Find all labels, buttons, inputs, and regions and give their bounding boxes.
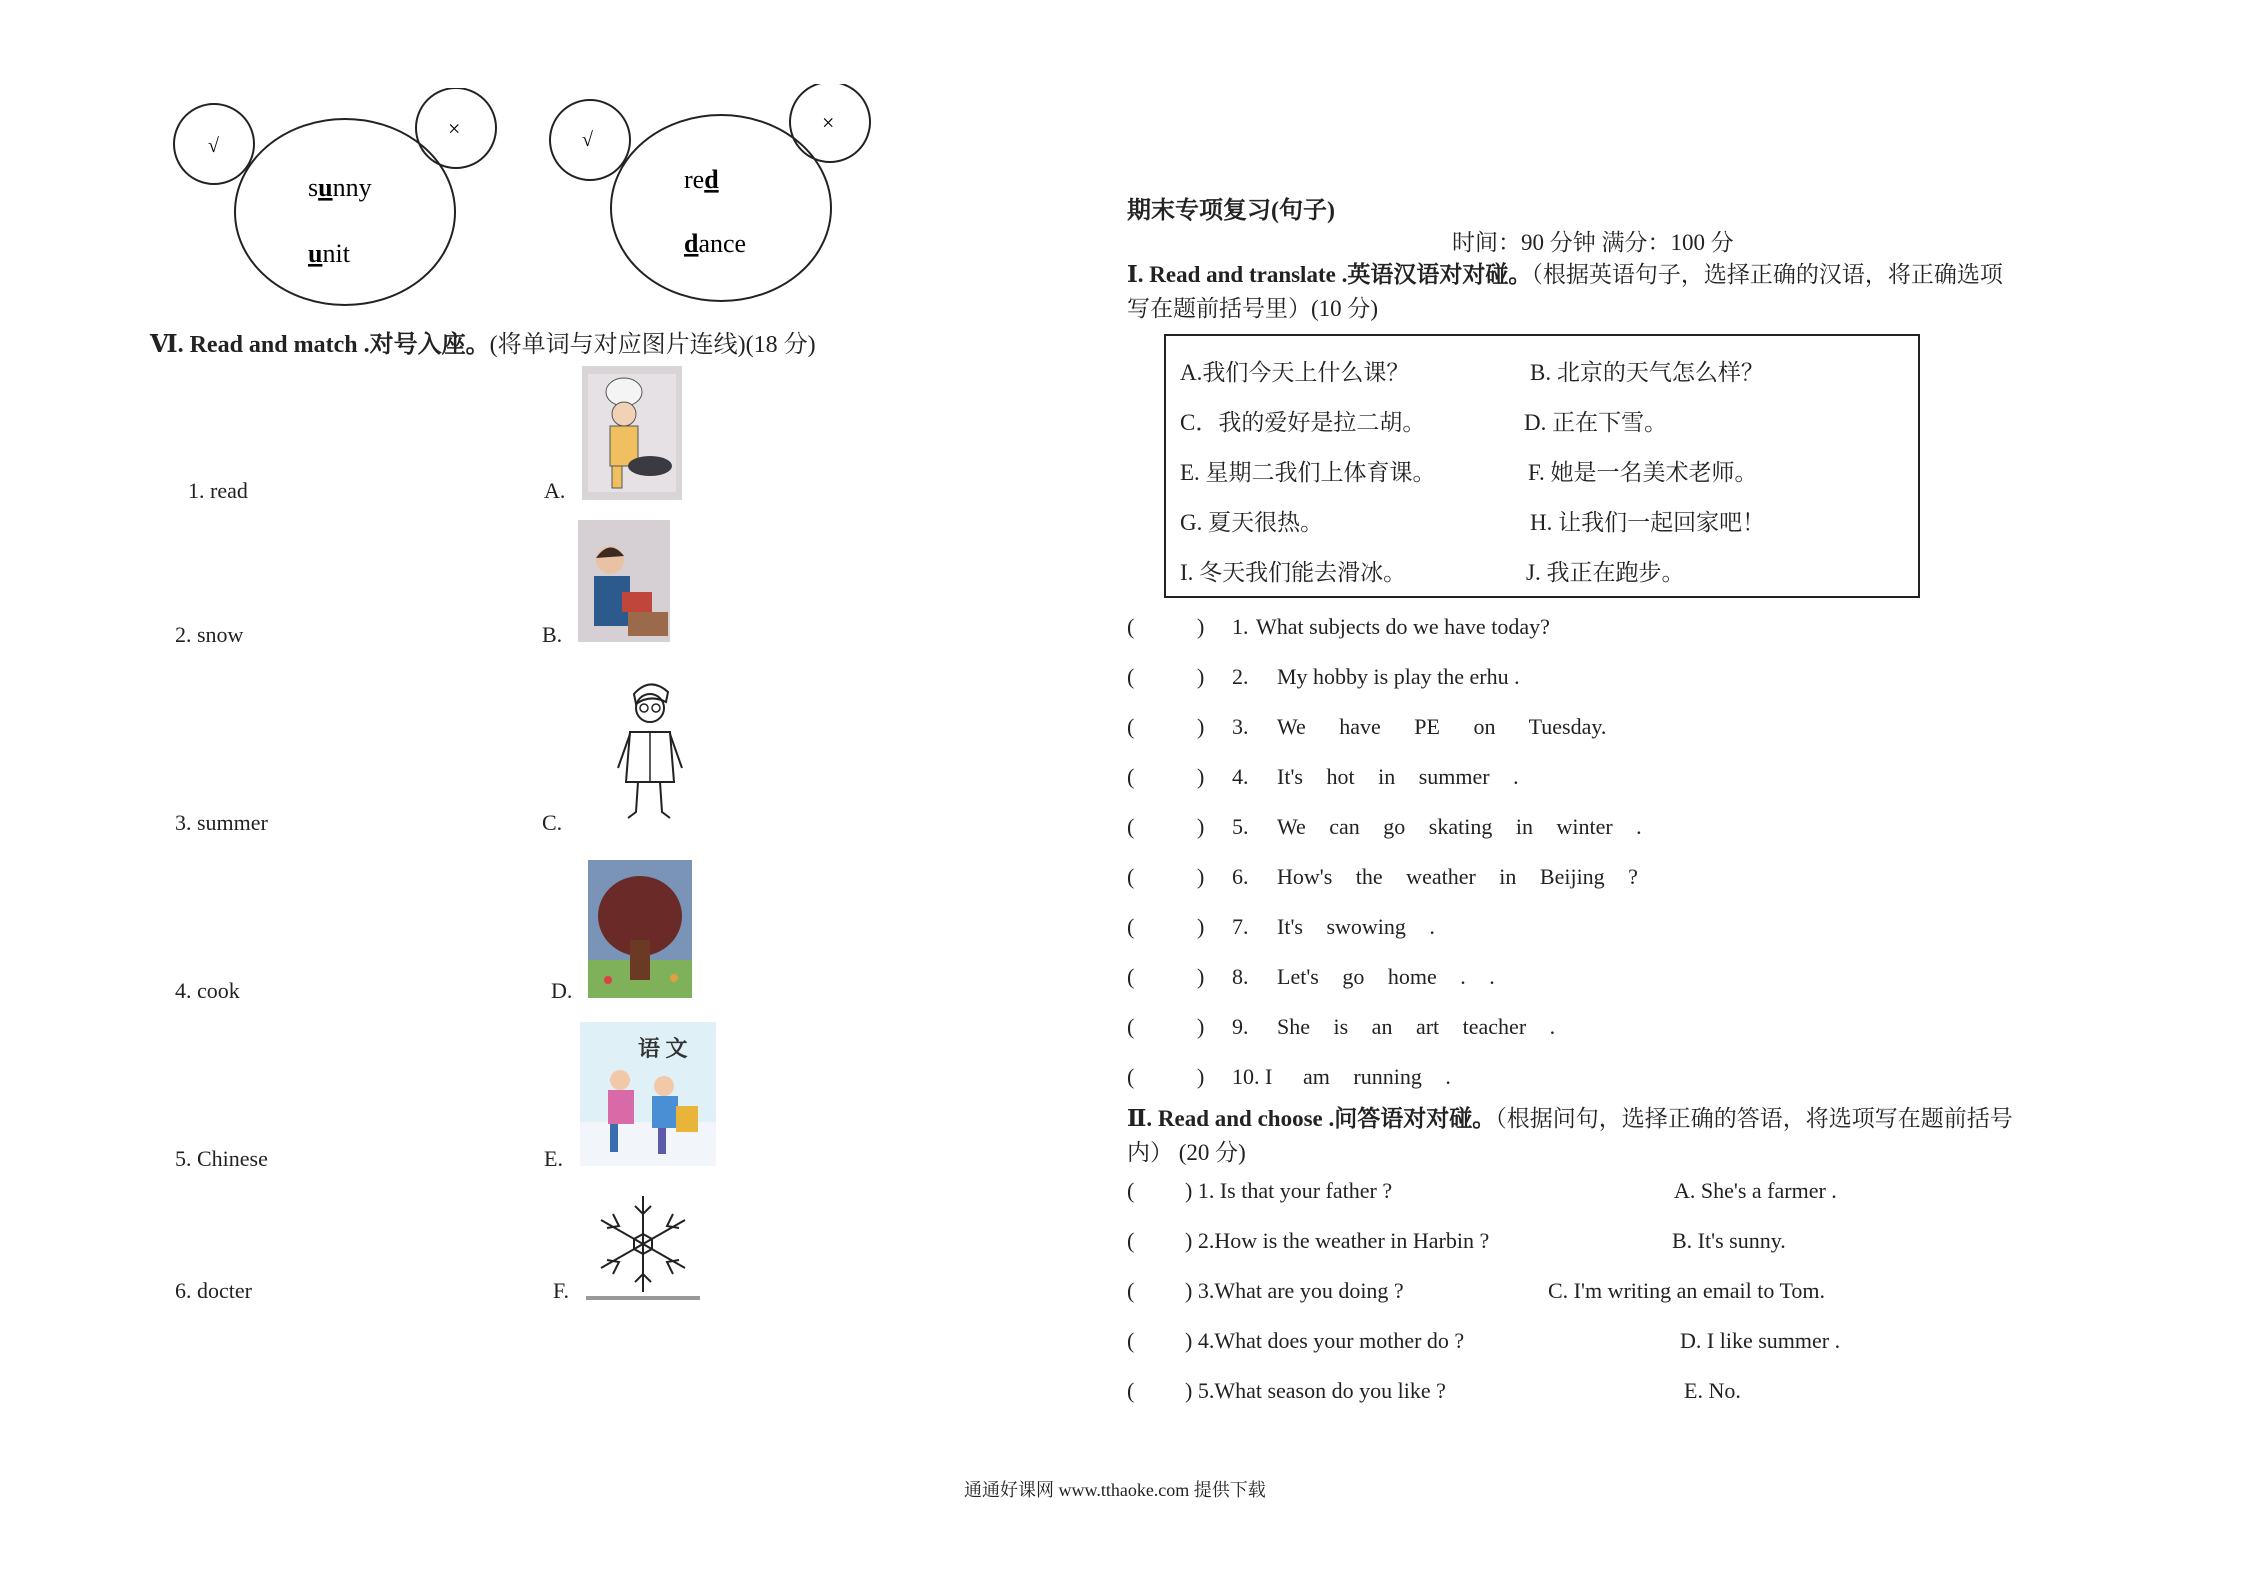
qa-question: ) 3.What are you doing ? — [1185, 1278, 1404, 1303]
answer-paren-close: ) — [1197, 764, 1205, 789]
page-title: 期末专项复习(句子) — [1127, 198, 1335, 224]
option-g: G. 夏天很热。 — [1180, 510, 1324, 535]
match-word-4: 4. cook — [175, 978, 240, 1003]
tick-mark: √ — [582, 129, 593, 151]
option-e: E. 星期二我们上体育课。 — [1180, 460, 1436, 485]
answer-paren-open: ( — [1127, 714, 1135, 739]
answer-paren-open: ( — [1127, 864, 1135, 889]
answer-paren-close: ) — [1197, 864, 1205, 889]
answer-paren-open: ( — [1127, 1178, 1135, 1203]
answer-paren-close: ) — [1197, 1014, 1205, 1039]
answer-paren-open: ( — [1127, 1278, 1135, 1303]
word-bubble — [611, 115, 831, 301]
answer-paren-close: ) — [1197, 714, 1205, 739]
word-unit: unit — [308, 239, 350, 268]
answer-paren-open: ( — [1127, 764, 1135, 789]
question-text: My hobby is play the erhu . — [1277, 664, 1520, 689]
cook-picture — [582, 366, 682, 500]
qa-answer: B. It's sunny. — [1672, 1228, 1786, 1253]
answer-paren-open: ( — [1127, 914, 1135, 939]
question-text: It's hot in summer . — [1277, 764, 1519, 789]
qa-answer: C. I'm writing an email to Tom. — [1548, 1278, 1825, 1303]
option-j: J. 我正在跑步。 — [1526, 560, 1685, 585]
book-title: 语 文 — [638, 1036, 688, 1061]
phonics-diagram-1 — [170, 88, 500, 308]
match-word-6: 6. docter — [175, 1278, 252, 1303]
section6-note: (将单词与对应图片连线)(18 分) — [489, 332, 816, 358]
answer-paren-open: ( — [1127, 1064, 1135, 1089]
section1-instruction-cont: 写在题前括号里）(10 分) — [1127, 296, 1379, 321]
section6-heading — [150, 324, 816, 359]
answer-paren-open: ( — [1127, 814, 1135, 839]
section2-heading — [1127, 1100, 2013, 1133]
word-red: red — [684, 165, 719, 194]
question-text: It's swowing . — [1277, 914, 1435, 939]
question-number: 8. — [1232, 964, 1249, 989]
answer-paren-open: ( — [1127, 964, 1135, 989]
phonics-diagram-2 — [548, 84, 878, 304]
answer-paren-open: ( — [1127, 664, 1135, 689]
tree-picture — [588, 860, 692, 998]
section6-title: Ⅵ. Read and match .对号入座。 — [150, 332, 490, 358]
picture-letter-c: C. — [542, 810, 563, 835]
answer-paren-close: ) — [1197, 914, 1205, 939]
option-b: B. 北京的天气怎么样？ — [1530, 360, 1764, 385]
picture-letter-a: A. — [544, 478, 566, 503]
question-text: am running . — [1303, 1064, 1451, 1089]
snowflake-picture — [584, 1192, 702, 1302]
reading-picture — [578, 520, 670, 642]
answer-paren-close: ) — [1197, 964, 1205, 989]
option-h: H. 让我们一起回家吧！ — [1530, 510, 1766, 535]
picture-letter-b: B. — [542, 622, 563, 647]
question-number: 7. — [1232, 914, 1249, 939]
time-score-line: 时间：90 分钟 满分：100 分 — [1452, 230, 1734, 255]
tick-mark: √ — [208, 135, 219, 157]
footer-credit: 通通好课网 www.tthaoke.com 提供下载 — [964, 1480, 1266, 1500]
question-number: 4. — [1232, 764, 1249, 789]
option-i: I. 冬天我们能去滑冰。 — [1180, 560, 1407, 585]
question-number: 5. — [1232, 814, 1249, 839]
word-sunny: sunny — [308, 173, 372, 202]
option-f: F. 她是一名美术老师。 — [1528, 460, 1758, 485]
chinese-book-picture — [580, 1022, 716, 1166]
question-number: 1. — [1232, 614, 1249, 639]
answer-paren-close: ) — [1197, 664, 1205, 689]
section2-instruction: （根据问句，选择正确的答语，将选项写在题前括号 — [1495, 1106, 2013, 1131]
qa-question: ) 2.How is the weather in Harbin ? — [1185, 1228, 1490, 1253]
answer-paren-open: ( — [1127, 1228, 1135, 1253]
question-text: What subjects do we have today? — [1256, 614, 1550, 639]
word-dance: dance — [684, 229, 747, 258]
question-number: 10. I — [1232, 1064, 1273, 1089]
option-c: C．我的爱好是拉二胡。 — [1180, 410, 1426, 435]
section1-heading — [1127, 256, 2003, 289]
question-text: She is an art teacher . — [1277, 1014, 1556, 1039]
option-a: A.我们今天上什么课？ — [1180, 360, 1410, 385]
picture-letter-e: E. — [544, 1146, 563, 1171]
qa-answer: D. I like summer . — [1680, 1328, 1841, 1353]
doctor-picture — [612, 672, 688, 822]
answer-paren-open: ( — [1127, 1014, 1135, 1039]
word-bubble — [235, 119, 455, 305]
section2-instruction-cont: 内） (20 分) — [1127, 1140, 1246, 1165]
picture-letter-d: D. — [551, 978, 573, 1003]
answer-paren-close: ) — [1197, 1064, 1205, 1089]
question-text: Let's go home . . — [1277, 964, 1495, 989]
answer-paren-close: ) — [1197, 614, 1205, 639]
question-text: How's the weather in Beijing ? — [1277, 864, 1638, 889]
qa-question: ) 4.What does your mother do ? — [1185, 1328, 1465, 1353]
option-d: D. 正在下雪。 — [1524, 410, 1668, 435]
answer-paren-open: ( — [1127, 614, 1135, 639]
cross-mark: × — [822, 110, 835, 135]
match-word-3: 3. summer — [175, 810, 268, 835]
answer-paren-close: ) — [1197, 814, 1205, 839]
question-number: 9. — [1232, 1014, 1249, 1039]
section2-title: Ⅱ. Read and choose .问答语对对碰。 — [1127, 1106, 1496, 1131]
question-number: 6. — [1232, 864, 1249, 889]
question-text: We can go skating in winter . — [1277, 814, 1642, 839]
answer-paren-open: ( — [1127, 1378, 1135, 1403]
section1-instruction: （根据英语句子，选择正确的汉语，将正确选项 — [1531, 262, 2003, 287]
qa-answer: A. She's a farmer . — [1674, 1178, 1837, 1203]
match-word-2: 2. snow — [175, 622, 244, 647]
match-word-1: 1. read — [188, 478, 248, 503]
qa-question: ) 5.What season do you like ? — [1185, 1378, 1446, 1403]
qa-question: ) 1. Is that your father ? — [1185, 1178, 1393, 1203]
question-number: 2. — [1232, 664, 1249, 689]
section1-title: Ⅰ. Read and translate .英语汉语对对碰。 — [1127, 262, 1532, 287]
question-text: We have PE on Tuesday. — [1277, 714, 1607, 739]
picture-letter-f: F. — [553, 1278, 569, 1303]
match-word-5: 5. Chinese — [175, 1146, 268, 1171]
answer-paren-open: ( — [1127, 1328, 1135, 1353]
qa-answer: E. No. — [1684, 1378, 1741, 1403]
question-number: 3. — [1232, 714, 1249, 739]
cross-mark: × — [448, 116, 461, 141]
